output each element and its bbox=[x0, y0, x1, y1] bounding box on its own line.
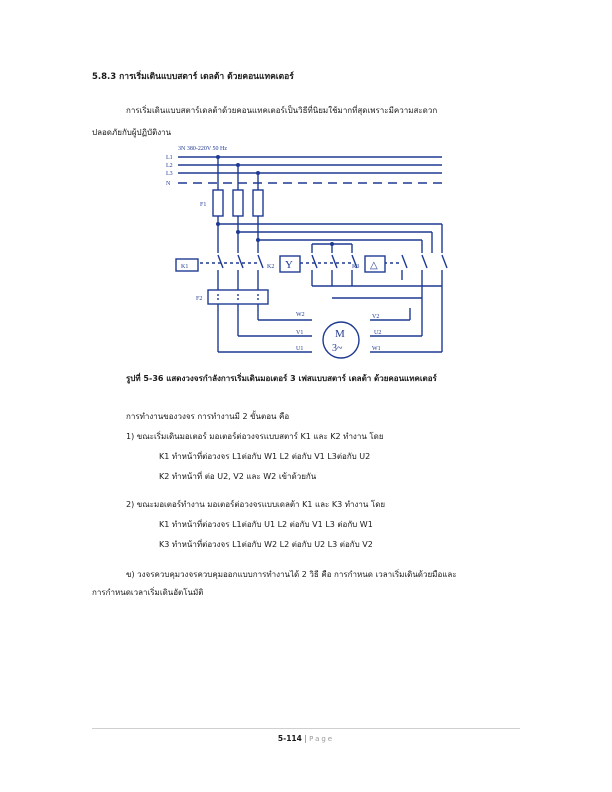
step2-k1: K1 ทำหน้าที่ต่อวงจร L1ต่อกับ U1 L2 ต่อกับ V1 L3 ต่อกับ W1 bbox=[159, 520, 373, 529]
label-l1: L1 bbox=[166, 155, 173, 161]
page-word: Page bbox=[309, 735, 335, 743]
step1-k2: K2 ทำหน้าที่ ต่อ U2, V2 และ W2 เข้าด้วยกัน bbox=[159, 472, 317, 481]
fuse-3 bbox=[253, 190, 263, 216]
label-n: N bbox=[166, 181, 171, 187]
label-l3: L3 bbox=[166, 171, 173, 177]
terminal-u2: U2 bbox=[374, 330, 382, 336]
fuse-1 bbox=[213, 190, 223, 216]
page-number: 5-114 bbox=[277, 734, 302, 743]
star-symbol: Y bbox=[285, 259, 293, 271]
overload-label: F2 bbox=[196, 296, 203, 302]
motor-label: M bbox=[335, 328, 345, 340]
motor-phase: 3~ bbox=[332, 343, 343, 354]
terminal-u1: U1 bbox=[296, 346, 304, 352]
section-heading: 5.8.3 การเริ่มเดินแบบสตาร์ เดลต้า ด้วยคอนแทคเตอร์ bbox=[92, 72, 294, 82]
terminal-v2: V2 bbox=[372, 314, 380, 320]
star-delta-power-circuit-diagram bbox=[160, 140, 460, 365]
supply-label: 3N 380-220V 50 Hz bbox=[178, 146, 228, 152]
step1-heading: 1) ขณะเริ่มเดินมอเตอร์ มอเตอร์ต่อวงจรแบบสตาร์ K1 และ K2 ทำงาน โดย bbox=[126, 432, 384, 441]
page-footer bbox=[0, 734, 612, 743]
footer-separator: | bbox=[304, 734, 307, 743]
terminal-w2-top: W2 bbox=[296, 312, 305, 318]
intro-line-2: ปลอดภัยกับผู้ปฏิบัติงาน bbox=[92, 128, 172, 137]
intro-paragraph bbox=[92, 100, 532, 144]
control-circuit-note bbox=[92, 566, 532, 602]
step2-heading: 2) ขณะมอเตอร์ทำงาน มอเตอร์ต่อวงจรแบบเดลต้า K1 และ K3 ทำงาน โดย bbox=[126, 500, 386, 509]
footer-divider bbox=[92, 728, 520, 729]
fuse-2 bbox=[233, 190, 243, 216]
terminal-v1: V1 bbox=[296, 330, 304, 336]
k3-label: K3 bbox=[352, 264, 360, 270]
step1-k1: K1 ทำหน้าที่ต่อวงจร L1ต่อกับ W1 L2 ต่อกับ V1 L3ต่อกับ U2 bbox=[159, 452, 371, 461]
fuse-label: F1 bbox=[200, 202, 207, 208]
k2-label: K2 bbox=[267, 264, 275, 270]
overload-relay bbox=[208, 290, 268, 304]
figure-caption: รูปที่ 5-36 แสดงวงจรกำลังการเริ่มเดินมอเตอร์ 3 เฟสแบบสตาร์ เดลต้า ด้วยคอนแทคเตอร์ bbox=[126, 374, 437, 383]
label-l2: L2 bbox=[166, 163, 173, 169]
note-line-1: ข) วงจรควบคุมวงจรควบคุมออกแบบการทำงานได้ 2 วิธี คือ การกำหนด เวลาเริ่มเดินด้วยมือและ bbox=[126, 570, 457, 579]
terminal-w1: W1 bbox=[372, 346, 381, 352]
operation-title: การทำงานของวงจร การทำงานมี 2 ขั้นตอน คือ bbox=[126, 412, 290, 421]
note-line-2: การกำหนดเวลาเริ่มเดินอัตโนมัติ bbox=[92, 588, 204, 597]
k1-label: K1 bbox=[181, 264, 189, 270]
step2-k3: K3 ทำหน้าที่ต่อวงจร L1ต่อกับ W2 L2 ต่อกับ U2 L3 ต่อกับ V2 bbox=[159, 540, 373, 549]
delta-symbol: △ bbox=[370, 260, 378, 271]
intro-line-1: การเริ่มเดินแบบสตาร์เดลต้าด้วยคอนแทคเตอร์เป็นวิธีที่นิยมใช้มากที่สุดเพราะมีความสะดวก bbox=[126, 106, 438, 115]
